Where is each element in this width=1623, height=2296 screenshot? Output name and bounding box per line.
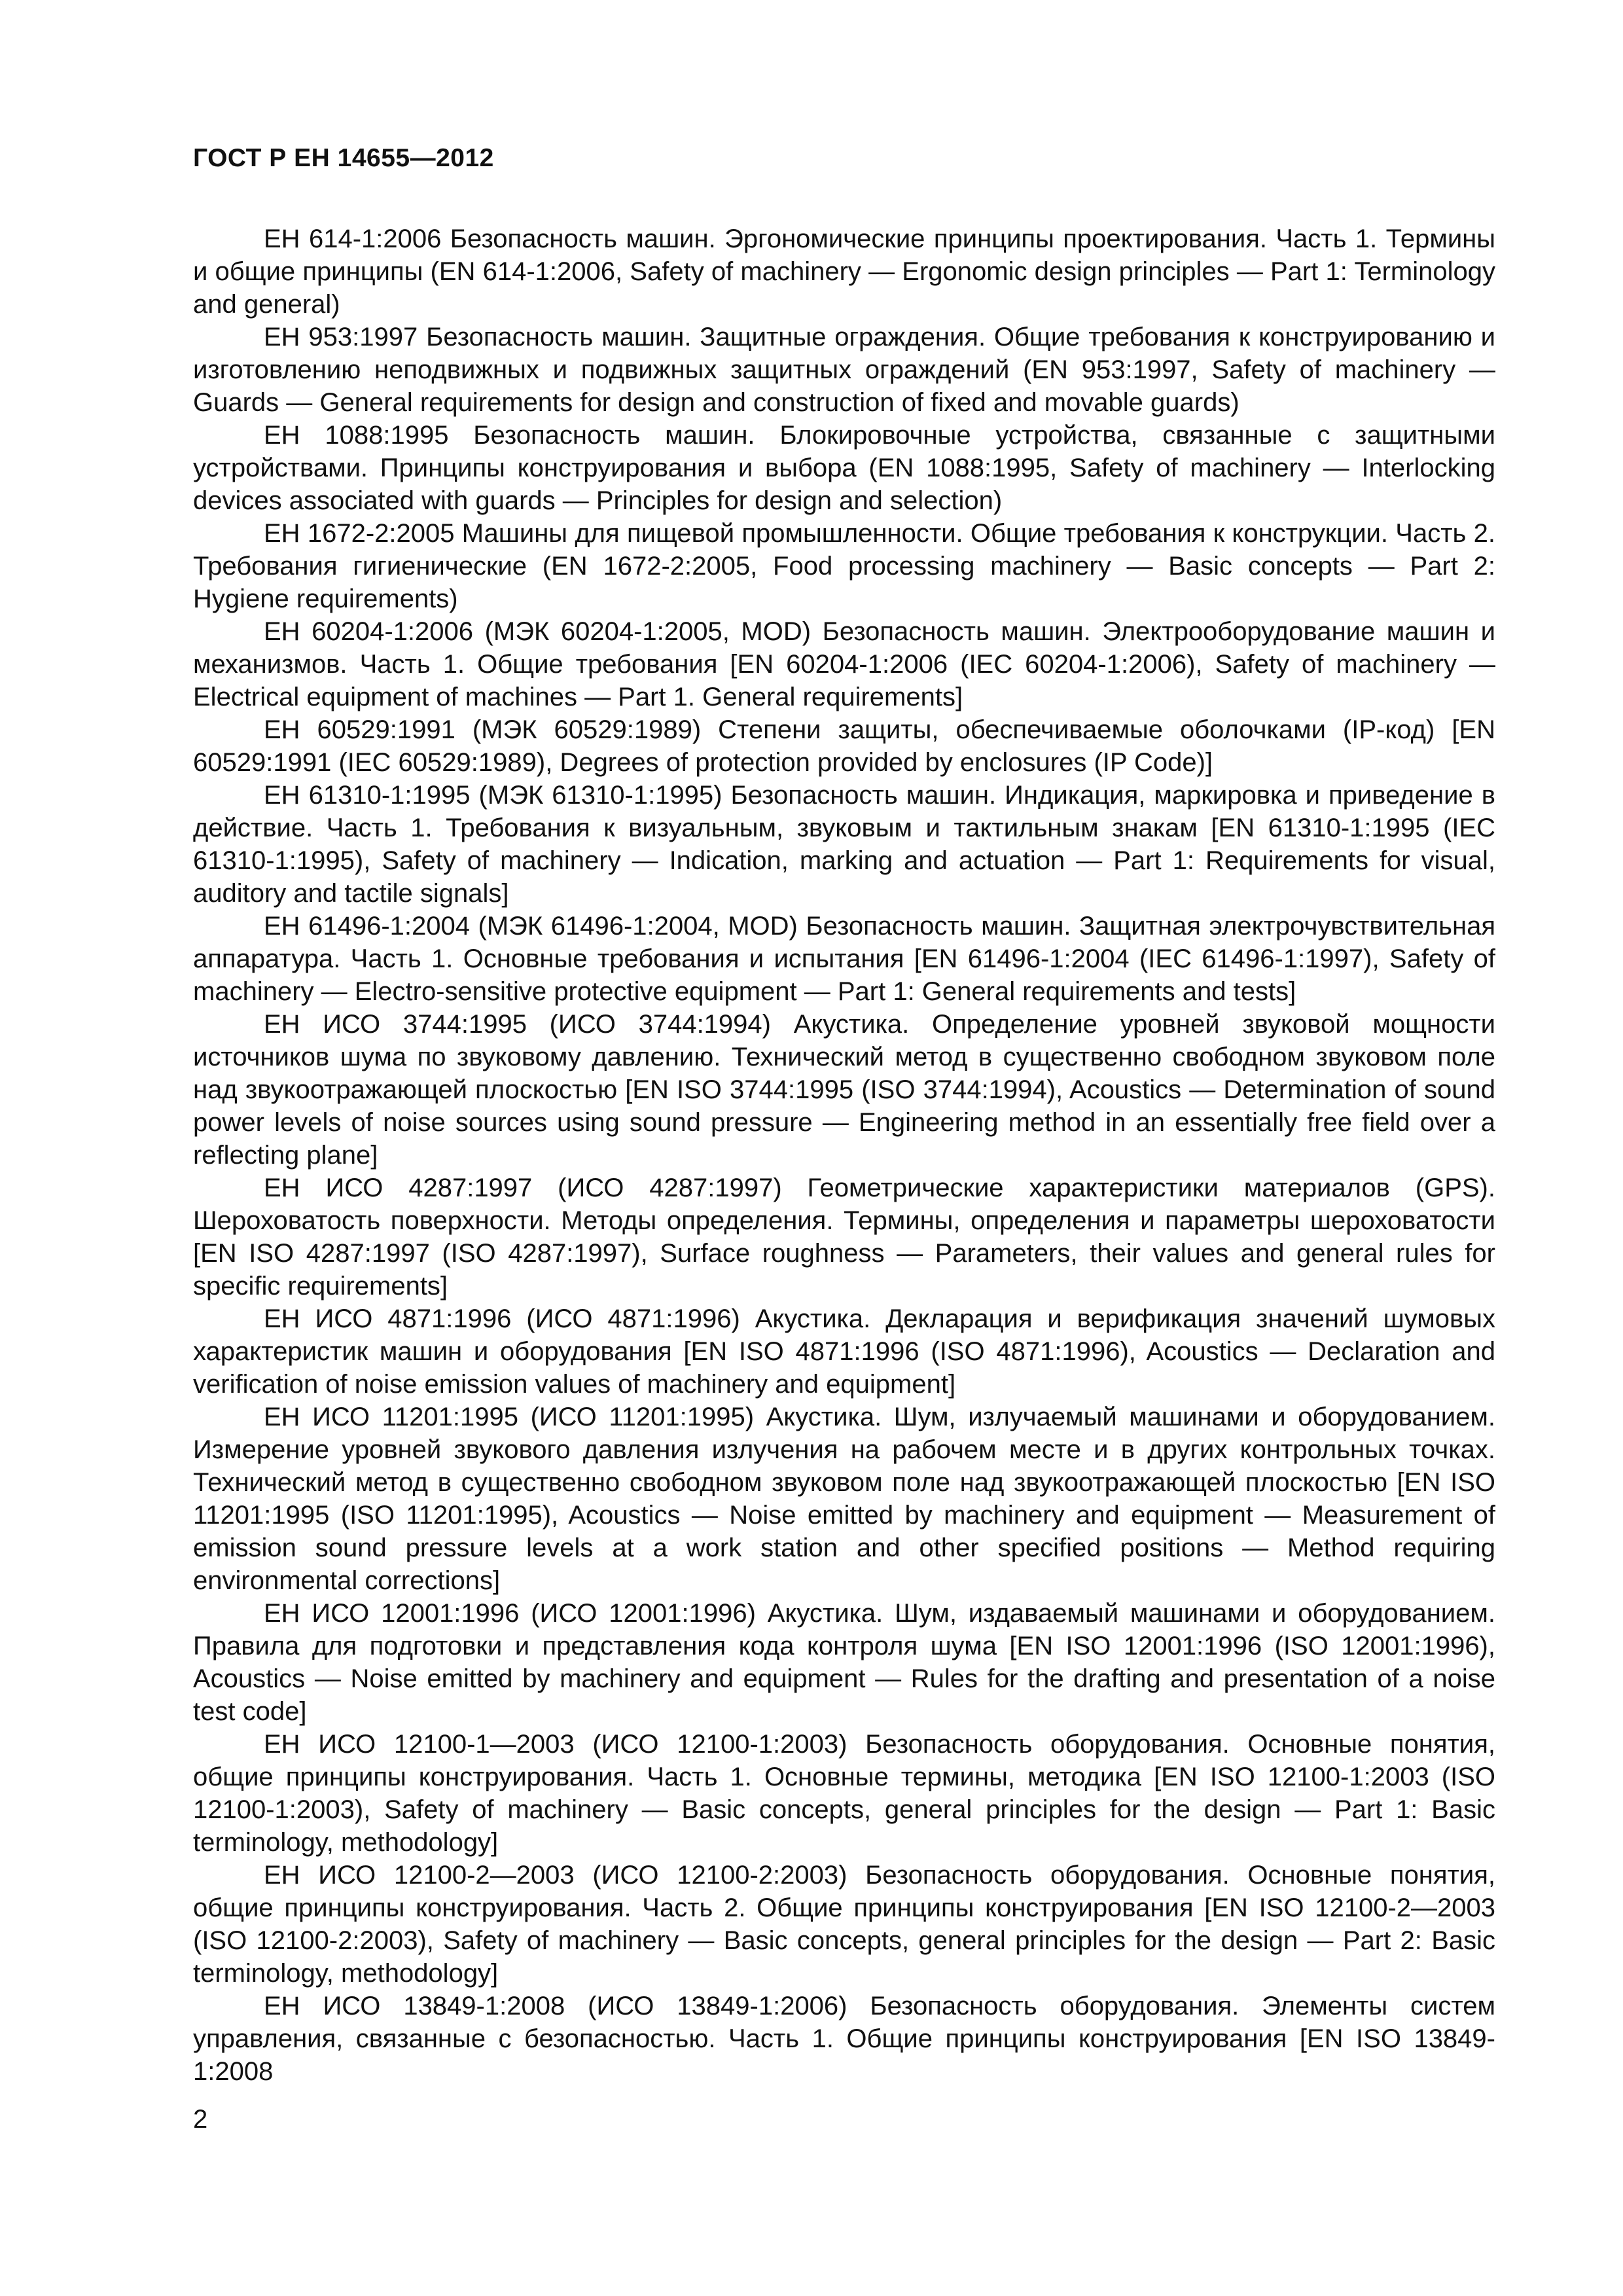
- reference-entry: ЕН 61310-1:1995 (МЭК 61310-1:1995) Безопасность машин. Индикация, маркировка и приведение в действие. Часть 1. Требования к визуальным, звуковым и тактильным знакам [EN 61310-1:1995 (IEC 61310-1:1995), Safety of machinery — Indication, marking and actuation — Part 1: Requirements for visual, auditory and tactile signals]: [193, 781, 1495, 908]
- reference-entry: ЕН ИСО 13849-1:2008 (ИСО 13849-1:2006) Безопасность оборудования. Элементы систем управления, связанные с безопасностью. Часть 1. Общие принципы конструирования [EN ISO 13849-1:2008: [193, 1992, 1495, 2086]
- reference-entry: ЕН ИСО 12001:1996 (ИСО 12001:1996) Акустика. Шум, издаваемый машинами и оборудованием. Правила для подготовки и представления кода контроля шума [EN ISO 12001:1996 (ISO 12001:1996), Acoustics — Noise emitted by machinery and equipment — Rules for the drafting and presentation of a noise test code]: [193, 1599, 1495, 1726]
- reference-entry: ЕН 1088:1995 Безопасность машин. Блокировочные устройства, связанные с защитными устройствами. Принципы конструирования и выбора (EN 1088:1995, Safety of machinery — Interlocking devices associated with guards — Principles for design and selection): [193, 421, 1495, 515]
- reference-list: [193, 223, 1495, 2088]
- reference-entry: ЕН 1672-2:2005 Машины для пищевой промышленности. Общие требования к конструкции. Часть 2. Требования гигиенические (EN 1672-2:2005, Food processing machinery — Basic concepts — Part 2: Hygiene requirements): [193, 519, 1495, 613]
- reference-entry: ЕН 60529:1991 (МЭК 60529:1989) Степени защиты, обеспечиваемые оболочками (IP-код) [EN 60529:1991 (IEC 60529:1989), Degrees of protection provided by enclosures (IP Code)]: [193, 715, 1495, 777]
- reference-entry: ЕН 60204-1:2006 (МЭК 60204-1:2005, MOD) Безопасность машин. Электрооборудование машин и механизмов. Часть 1. Общие требования [EN 60204-1:2006 (IEC 60204-1:2006), Safety of machinery — Electrical equipment of machines — Part 1. General requirements]: [193, 617, 1495, 711]
- reference-entry: ЕН ИСО 3744:1995 (ИСО 3744:1994) Акустика. Определение уровней звуковой мощности источников шума по звуковому давлению. Технический метод в существенно свободном звуковом поле над звукоотражающей плоскостью [EN ISO 3744:1995 (ISO 3744:1994), Acoustics — Determination of sound power levels of noise sources using sound pressure — Engineering method in an essentially free field over a reflecting plane]: [193, 1010, 1495, 1170]
- reference-entry: ЕН ИСО 4287:1997 (ИСО 4287:1997) Геометрические характеристики материалов (GPS). Шероховатость поверхности. Методы определения. Термины, определения и параметры шероховатости [EN ISO 4287:1997 (ISO 4287:1997), Surface roughness — Parameters, their values and general rules for specific requirements]: [193, 1174, 1495, 1300]
- reference-entry: ЕН ИСО 12100-2—2003 (ИСО 12100-2:2003) Безопасность оборудования. Основные понятия, общие принципы конструирования. Часть 2. Общие принципы конструирования [EN ISO 12100-2—2003 (ISO 12100-2:2003), Safety of machinery — Basic concepts, general principles for the design — Part 2: Basic terminology, methodology]: [193, 1861, 1495, 1988]
- reference-entry: ЕН ИСО 11201:1995 (ИСО 11201:1995) Акустика. Шум, излучаемый машинами и оборудованием. Измерение уровней звукового давления излучения на рабочем месте и в других контрольных точках. Технический метод в существенно свободном звуковом поле над звукоотражающей плоскостью [EN ISO 11201:1995 (ISO 11201:1995), Acoustics — Noise emitted by machinery and equipment — Measurement of emission sound pressure levels at a work station and other specified positions — Method requiring environmental corrections]: [193, 1403, 1495, 1595]
- page-number: 2: [193, 2105, 208, 2134]
- reference-entry: ЕН ИСО 4871:1996 (ИСО 4871:1996) Акустика. Декларация и верификация значений шумовых характеристик машин и оборудования [EN ISO 4871:1996 (ISO 4871:1996), Acoustics — Declaration and verification of noise emission values of machinery and equipment]: [193, 1304, 1495, 1399]
- reference-entry: ЕН ИСО 12100-1—2003 (ИСО 12100-1:2003) Безопасность оборудования. Основные понятия, общие принципы конструирования. Часть 1. Основные термины, методика [EN ISO 12100-1:2003 (ISO 12100-1:2003), Safety of machinery — Basic concepts, general principles for the design — Part 1: Basic terminology, methodology]: [193, 1730, 1495, 1857]
- reference-entry: ЕН 953:1997 Безопасность машин. Защитные ограждения. Общие требования к конструированию и изготовлению неподвижных и подвижных защитных ограждений (EN 953:1997, Safety of machinery — Guards — General requirements for design and construction of fixed and movable guards): [193, 323, 1495, 417]
- document-header: ГОСТ Р ЕН 14655—2012: [193, 144, 494, 172]
- reference-entry: ЕН 614-1:2006 Безопасность машин. Эргономические принципы проектирования. Часть 1. Термины и общие принципы (EN 614-1:2006, Safety of machinery — Ergonomic design principles — Part 1: Terminology and general): [193, 224, 1495, 319]
- reference-entry: ЕН 61496-1:2004 (МЭК 61496-1:2004, MOD) Безопасность машин. Защитная электрочувствительная аппаратура. Часть 1. Основные требования и испытания [EN 61496-1:2004 (IEC 61496-1:1997), Safety of machinery — Electro-sensitive protective equipment — Part 1: General requirements and tests]: [193, 912, 1495, 1006]
